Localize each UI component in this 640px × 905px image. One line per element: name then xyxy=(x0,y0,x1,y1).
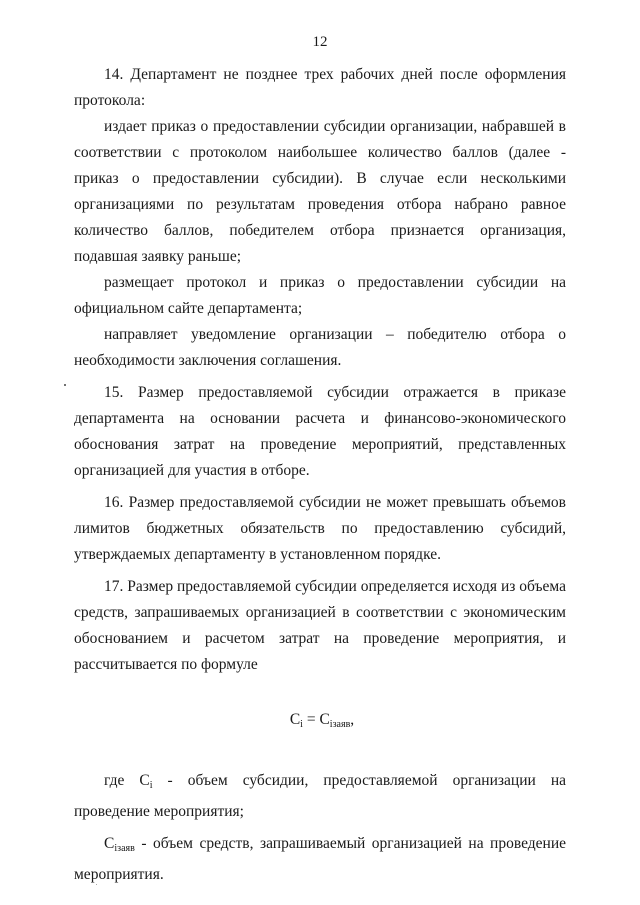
paragraph-17: 17. Размер предоставляемой субсидии определяется исходя из объема средств, запрашиваемых организацией в соответствии с экономическим обоснованием и расчетом затрат на проведение мероприятия, и рассчитывается по формуле xyxy=(74,578,566,673)
formula-rhs: C xyxy=(319,711,330,728)
definition-text: - объем субсидии, предоставляемой организации на проведение мероприятия; xyxy=(74,772,566,820)
definition-ci xyxy=(74,768,566,825)
definition-text: - объем средств, запрашиваемый организацией на проведение мероприятия. xyxy=(74,835,566,883)
formula-rhs-subscript: iзаяв xyxy=(329,719,351,730)
margin-mark xyxy=(64,384,66,386)
paragraph-14-publish: размещает протокол и приказ о предоставлении субсидии на официальном сайте департамента; xyxy=(74,274,566,317)
document-body xyxy=(74,62,566,888)
formula-lhs-subscript: i xyxy=(300,719,303,730)
subsidy-formula xyxy=(74,707,566,738)
definition-prefix: где xyxy=(104,772,140,789)
definition-cizayav xyxy=(74,831,566,888)
definition-symbol: C xyxy=(139,772,150,789)
formula-tail: , xyxy=(350,711,355,728)
paragraph-14-notify: направляет уведомление организации – победителю отбора о необходимости заключения соглашения. xyxy=(74,326,566,369)
formula-equals: = xyxy=(302,711,320,728)
paragraph-14-order: издает приказ о предоставлении субсидии организации, набравшей в соответствии с протоколом наибольшее количество баллов (далее - приказ о предоставлении субсидии). В случае если несколькими организациями по результатам проведения отбора набрано равное количество баллов, победителем отбора признается организация, подавшая заявку раньше; xyxy=(74,118,566,265)
paragraph-15: 15. Размер предоставляемой субсидии отражается в приказе департамента на основании расчета и финансово-экономического обоснования затрат на проведение мероприятий, представленных организацией для участия в отборе. xyxy=(74,384,566,479)
paragraph-14: 14. Департамент не позднее трех рабочих дней после оформления протокола: xyxy=(74,66,566,109)
definition-subscript: iзаяв xyxy=(114,843,135,854)
formula-lhs: C xyxy=(289,711,301,728)
definition-subscript: i xyxy=(149,780,153,791)
page-number: 12 xyxy=(312,34,328,50)
definition-symbol: C xyxy=(104,835,115,852)
paragraph-16: 16. Размер предоставляемой субсидии не может превышать объемов лимитов бюджетных обязательств по предоставлению субсидий, утверждаемых департаменту в установленном порядке. xyxy=(74,494,566,563)
